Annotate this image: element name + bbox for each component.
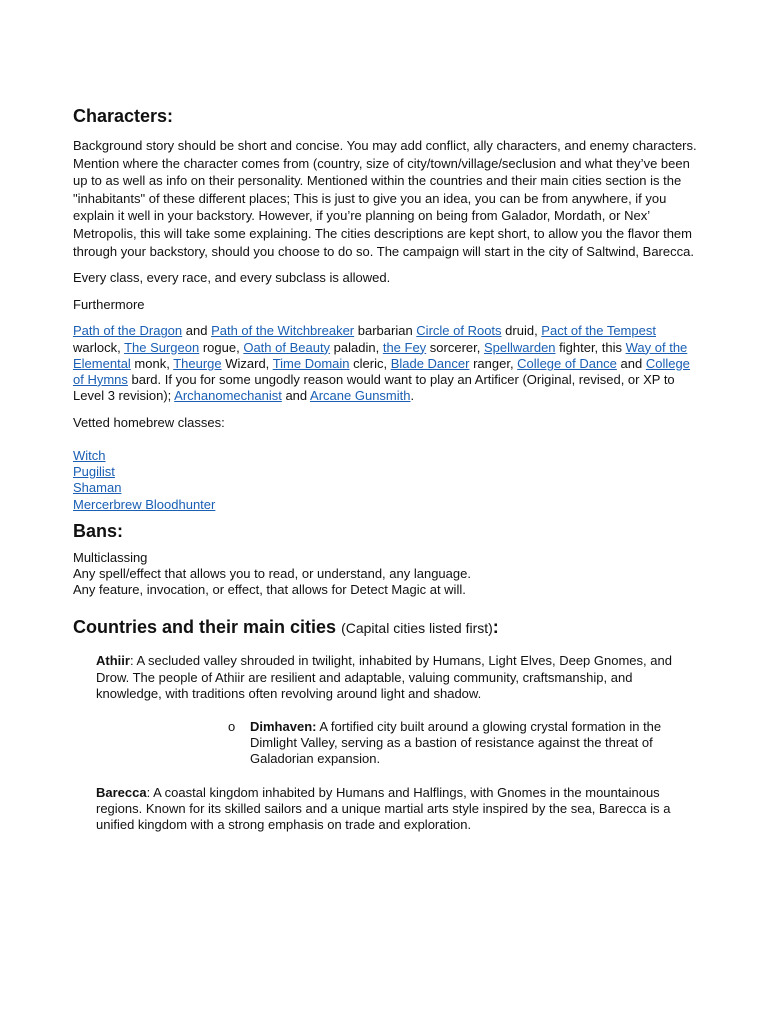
athiir-name: Athiir [96,653,130,669]
link-mercerbrew-bloodhunter[interactable]: Mercerbrew Bloodhunter [73,496,216,512]
text-segment: and [182,323,212,339]
bullet-icon: o [228,718,236,734]
text-segment: and [616,355,646,371]
allowed-text: Every class, every race, and every subclass is allowed. [73,270,391,286]
link-the-surgeon[interactable]: The Surgeon [124,339,200,355]
link-college-of-hymns[interactable]: College of Hymns [73,355,690,387]
text-segment: and [281,388,311,404]
countries-title: Countries and their main cities [73,617,337,638]
link-pact-of-the-tempest[interactable]: Pact of the Tempest [541,323,656,339]
document-page [73,104,697,833]
characters-heading: Characters: [73,106,174,126]
ban-item: Multiclassing [73,549,148,565]
dimhaven-desc: A fortified city built around a glowing crystal formation in the Dimlight Valley, serving as a bastion of resistance against the threat of Galadorian expansion. [250,718,662,767]
link-path-of-the-dragon[interactable]: Path of the Dragon [73,323,183,339]
text-segment: sorcerer, [426,339,484,355]
athiir-desc: : A secluded valley shrouded in twilight, inhabited by Humans, Light Elves, Deep Gnomes, and Drow. The people of Athiir are resilient and adaptable, valuing community, craftsmanship, and knowledge, with traditions often revolving around light and shadow. [96,653,672,701]
ban-item: Any spell/effect that allows you to read, or understand, any language. [73,565,471,581]
text-segment: Wizard, [221,355,273,371]
vetted-label: Vetted homebrew classes: [73,415,225,431]
link-the-fey[interactable]: the Fey [382,339,427,355]
text-segment: ranger, [469,355,518,371]
text-segment: warlock, [73,339,125,355]
text-segment: fighter, this [555,339,626,355]
furthermore-text: Furthermore [73,296,145,312]
barecca-entry [96,785,697,834]
link-pugilist[interactable]: Pugilist [73,464,115,480]
bans-heading: Bans: [73,520,124,541]
barecca-desc: : A coastal kingdom inhabited by Humans and Halflings, with Gnomes in the mountainous regions. Known for its skilled sailors and a unique martial arts style inspired by the sea, Barecca is a unified kingdom with a strong emphasis on trade and exploration. [96,784,671,832]
link-blade-dancer[interactable]: Blade Dancer [390,355,470,371]
dimhaven-entry [228,718,697,768]
text-segment: barbarian [354,323,417,339]
link-time-domain[interactable]: Time Domain [272,355,350,371]
link-spellwarden[interactable]: Spellwarden [483,339,556,355]
countries-heading [73,615,697,640]
dimhaven-name: Dimhaven: [250,718,317,734]
bans-list [73,550,697,599]
link-way-of-the-elemental[interactable]: Way of the Elemental [73,339,688,371]
subclass-paragraph [73,323,697,404]
text-segment: druid, [501,323,542,339]
link-circle-of-roots[interactable]: Circle of Roots [416,323,502,339]
ban-item: Any feature, invocation, or effect, that allows for Detect Magic at will. [73,582,466,598]
link-college-of-dance[interactable]: College of Dance [517,355,617,371]
homebrew-list [73,448,697,513]
text-segment: paladin, [330,339,383,355]
link-path-of-the-witchbreaker[interactable]: Path of the Witchbreaker [211,323,355,339]
text-segment: cleric, [349,355,391,371]
link-oath-of-beauty[interactable]: Oath of Beauty [243,339,331,355]
text-segment: rogue, [199,339,244,355]
link-shaman[interactable]: Shaman [73,480,122,496]
link-archanomechanist[interactable]: Archanomechanist [174,388,282,404]
text-segment: monk, [130,355,174,371]
link-witch[interactable]: Witch [73,447,106,463]
link-theurge[interactable]: Theurge [173,355,222,371]
barecca-name: Barecca [96,784,147,800]
countries-note: (Capital cities listed first) [341,620,493,637]
link-arcane-gunsmith[interactable]: Arcane Gunsmith [310,388,411,404]
text-segment: bard. If you for some ungodly reason would want to play an Artificer (Original, revised, or XP to Level 3 revision); [73,371,675,404]
background-paragraph: Background story should be short and concise. You may add conflict, ally characters, and enemy characters. Mention where the character comes from (country, size of city/town/village/seclusion and what they’ve been up to as well as info on their personality. Mentioned within the countries and their main cities section is the "inhabitants" of these different places; This is just to give you an idea, you can be from anywhere, if you explain it well in your backstory. However, if you’re planning on being from Galador, Mordath, or Nex’ Metropolis, this will take some explaining. The cities descriptions are kept short, to allow you the flavor them through your backstory, should you choose to do so. The campaign will start in the city of Saltwind, Barecca. [73,138,697,259]
athiir-entry [96,653,697,702]
text-segment: . [410,388,415,404]
countries-colon: : [492,617,499,638]
